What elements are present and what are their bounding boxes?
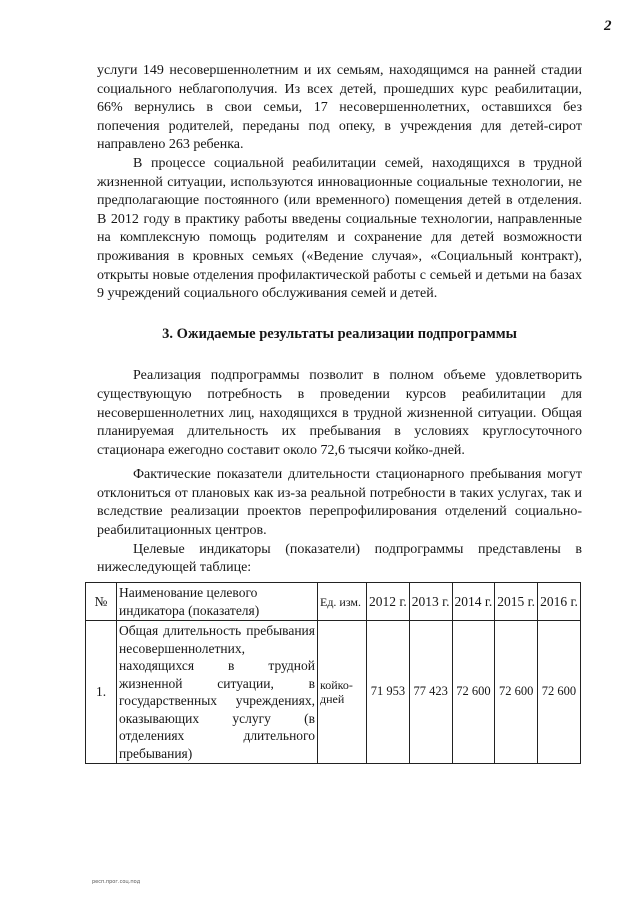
- row-indicator-name: Общая длительность пребывания несовершеннолетних, находящихся в трудной жизненной ситуации, в государственных учреждениях, оказывающих услугу (в отделениях длительного пребывания): [117, 621, 318, 764]
- header-year-2013: 2013 г.: [409, 583, 452, 621]
- document-body: [97, 62, 582, 578]
- paragraph-table-intro: Целевые индикаторы (показатели) подпрограммы представлены в нижеследующей таблице:: [97, 541, 582, 576]
- table-header-row: [86, 583, 581, 621]
- header-year-2015: 2015 г.: [495, 583, 538, 621]
- row-value-2015: 72 600: [495, 621, 538, 764]
- section-heading: 3. Ожидаемые результаты реализации подпрограммы: [162, 325, 517, 342]
- header-year-2012: 2012 г.: [367, 583, 410, 621]
- header-number: №: [86, 583, 117, 621]
- row-value-2013: 77 423: [409, 621, 452, 764]
- page-number: 2: [604, 18, 612, 34]
- row-value-2012: 71 953: [367, 621, 410, 764]
- paragraph-intro-continuation: услуги 149 несовершеннолетним и их семьям, находящимся на ранней стадии социального неблагополучия. Из всех детей, прошедших курс реабилитации, 66% вернулись в свои семьи, 17 несовершеннолетних, оставшихся без попечения родителей, переданы под опеку, в учреждения для детей-сирот направлено 263 ребенка.: [97, 63, 582, 153]
- indicators-table: [85, 582, 581, 764]
- header-year-2016: 2016 г.: [538, 583, 581, 621]
- row-value-2016: 72 600: [538, 621, 581, 764]
- paragraph-expected-results: Реализация подпрограммы позволит в полном объеме удовлетворить существующую потребность в проведении курсов реабилитации для несовершеннолетних лиц, находящихся в трудной жизненной ситуации. Общая планируемая длительность их пребывания в условиях круглосуточного стационара ежегодно составит около 72,6 тысячи койко-дней.: [97, 368, 582, 458]
- header-year-2014: 2014 г.: [452, 583, 495, 621]
- paragraph-actual-indicators: Фактические показатели длительности стационарного пребывания могут отклониться от плановых как из-за реальной потребности в таких услугах, так и вследствие реализации проектов перепрофилирования отделений социально-реабилитационных центров.: [97, 467, 582, 539]
- paragraph-social-technologies: В процессе социальной реабилитации семей, находящихся в трудной жизненной ситуации, используются инновационные социальные технологии, не предполагающие постоянного (или временного) помещения детей в отделения. В 2012 году в практику работы введены социальные технологии, направленные на комплексную помощь родителям и сохранение для детей возможности проживания в кровных семьях («Ведение случая», «Социальный контракт), открыты новые отделения профилактической работы с семьей и детьми на базах 9 учреждений социального обслуживания семей и детей.: [97, 155, 582, 302]
- table-row: [86, 621, 581, 764]
- row-unit: койко-дней: [318, 621, 367, 764]
- header-indicator-name: Наименование целевого индикатора (показателя): [117, 583, 318, 621]
- row-number: 1.: [86, 621, 117, 764]
- header-unit: Ед. изм.: [318, 583, 367, 621]
- footer-file-mark: респ.прог.соц.под: [92, 879, 141, 885]
- row-value-2014: 72 600: [452, 621, 495, 764]
